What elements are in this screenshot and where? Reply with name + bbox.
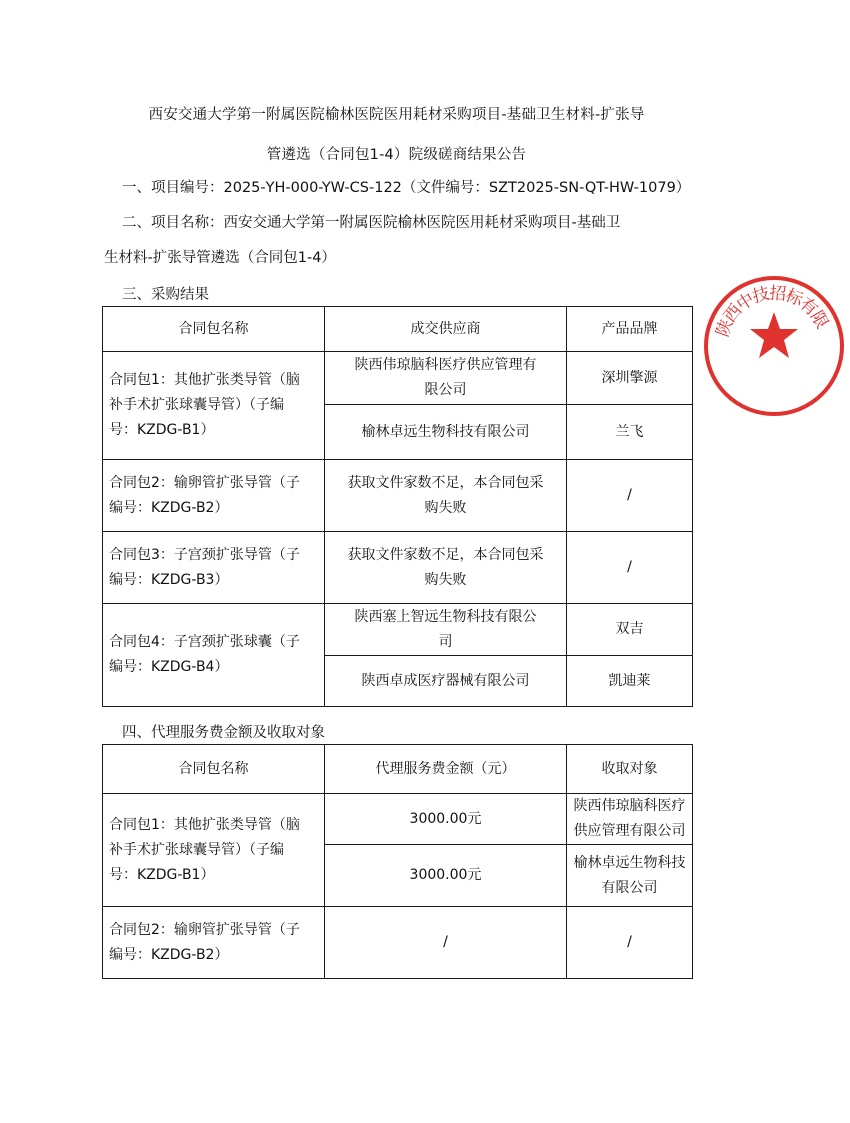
seal-character: 技 xyxy=(750,283,772,308)
table-row xyxy=(103,532,693,604)
seal-character: 有 xyxy=(795,293,822,321)
fee-package-2-amount: / xyxy=(325,907,567,979)
table-header-row xyxy=(103,745,693,794)
procurement-result-table xyxy=(102,306,693,707)
seal-character: 标 xyxy=(782,285,806,311)
fee-package-2-payer: / xyxy=(567,907,693,979)
header-package-name: 合同包名称 xyxy=(103,307,325,352)
fee-package-1-name: 合同包1：其他扩张类导管（脑 补手术扩张球囊导管）（子编 号：KZDG-B1） xyxy=(103,794,325,907)
table-header-row xyxy=(103,307,693,352)
seal-character: 中 xyxy=(733,289,759,316)
title-line-2: 管遴选（合同包1-4）院级磋商结果公告 xyxy=(266,147,527,163)
package-1-brand-2: 兰飞 xyxy=(567,405,693,460)
table-row xyxy=(103,907,693,979)
package-3-brand: / xyxy=(567,532,693,604)
package-2-supplier: 获取文件家数不足，本合同包采 购失败 xyxy=(325,460,567,532)
package-3-supplier: 获取文件家数不足，本合同包采 购失败 xyxy=(325,532,567,604)
fee-package-1-payer-2: 榆林卓远生物科技 有限公司 xyxy=(567,845,693,907)
package-4-brand-2: 凯迪莱 xyxy=(567,656,693,707)
package-2-name: 合同包2：输卵管扩张导管（子 编号：KZDG-B2） xyxy=(103,460,325,532)
title-line-1: 西安交通大学第一附属医院榆林医院医用耗材采购项目-基础卫生材料-扩张导 xyxy=(148,107,645,123)
header-fee-amount: 代理服务费金额（元） xyxy=(325,745,567,794)
table-row xyxy=(103,352,693,405)
seal-character: 西 xyxy=(720,300,747,327)
package-1-name: 合同包1：其他扩张类导管（脑 补手术扩张球囊导管）（子编 号：KZDG-B1） xyxy=(103,352,325,460)
section-project-name-line-2: 生材料-扩张导管遴选（合同包1-4） xyxy=(104,250,336,266)
fee-package-2-name: 合同包2：输卵管扩张导管（子 编号：KZDG-B2） xyxy=(103,907,325,979)
package-3-name: 合同包3：子宫颈扩张导管（子 编号：KZDG-B3） xyxy=(103,532,325,604)
seal-character: 招 xyxy=(768,283,788,305)
section-project-name-line-1: 二、项目名称：西安交通大学第一附属医院榆林医院医用耗材采购项目-基础卫 xyxy=(122,215,621,231)
table-row xyxy=(103,604,693,656)
fee-package-1-payer-1: 陕西伟琼脑科医疗 供应管理有限公司 xyxy=(567,794,693,845)
seal-character: 限 xyxy=(806,307,832,333)
seal-star-icon xyxy=(750,312,798,358)
section-procurement-result: 三、采购结果 xyxy=(122,287,209,303)
section-agency-fee: 四、代理服务费金额及收取对象 xyxy=(122,725,325,741)
header-brand: 产品品牌 xyxy=(567,307,693,352)
fee-package-1-amount-2: 3000.00元 xyxy=(325,845,567,907)
package-2-brand: / xyxy=(567,460,693,532)
package-1-brand-1: 深圳擎源 xyxy=(567,352,693,405)
agency-fee-table xyxy=(102,744,693,979)
package-1-supplier-2: 榆林卓远生物科技有限公司 xyxy=(325,405,567,460)
header-package-name: 合同包名称 xyxy=(103,745,325,794)
fee-package-1-amount-1: 3000.00元 xyxy=(325,794,567,845)
section-project-number: 一、项目编号：2025-YH-000-YW-CS-122（文件编号：SZT2025-SN-QT-HW-1079） xyxy=(122,180,691,196)
package-1-supplier-1: 陕西伟琼脑科医疗供应管理有 限公司 xyxy=(325,352,567,405)
seal-character: 陕 xyxy=(712,316,738,340)
header-payer: 收取对象 xyxy=(567,745,693,794)
package-4-name: 合同包4：子宫颈扩张球囊（子 编号：KZDG-B4） xyxy=(103,604,325,707)
package-4-brand-1: 双吉 xyxy=(567,604,693,656)
package-4-supplier-1: 陕西塞上智远生物科技有限公 司 xyxy=(325,604,567,656)
package-4-supplier-2: 陕西卓成医疗器械有限公司 xyxy=(325,656,567,707)
seal-icon xyxy=(700,272,832,422)
table-row xyxy=(103,460,693,532)
header-supplier: 成交供应商 xyxy=(325,307,567,352)
company-seal xyxy=(700,272,850,422)
table-row xyxy=(103,794,693,845)
